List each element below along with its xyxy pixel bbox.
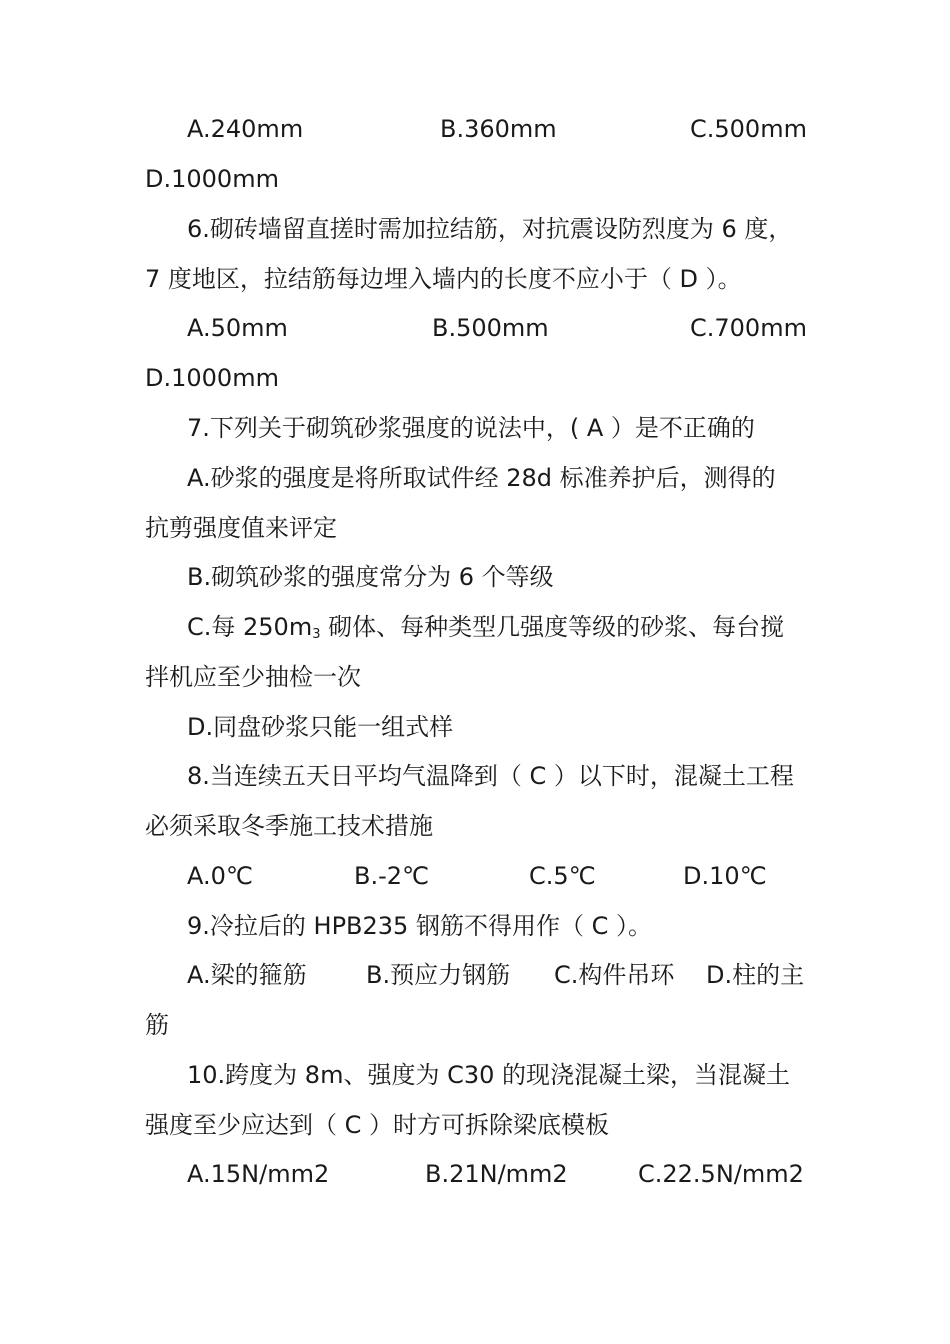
q9-option-d-wrap: 筋 <box>145 1011 169 1039</box>
q7-option-c-subscript: 3 <box>312 627 321 642</box>
q8-option-c: C.5℃ <box>529 862 596 890</box>
q10-option-b: B.21N/mm2 <box>425 1160 568 1188</box>
q7-option-d: D.同盘砂浆只能一组式样 <box>187 713 454 741</box>
q7-option-c-prefix: C.每 250m <box>187 613 313 641</box>
q5-option-a: A.240mm <box>187 115 304 143</box>
q6-stem-line2: 7 度地区，拉结筋每边埋入墙内的长度不应小于（ D ）。 <box>145 265 742 293</box>
q6-stem-line1: 6.砌砖墙留直搓时需加拉结筋，对抗震设防烈度为 6 度， <box>187 215 793 243</box>
q6-option-d: D.1000mm <box>145 364 279 392</box>
q8-options-row <box>187 851 810 901</box>
q5-options-row <box>187 104 810 154</box>
q9-option-b: B.预应力钢筋 <box>366 961 511 989</box>
q8-stem-line1: 8.当连续五天日平均气温降到（ C ）以下时，混凝土工程 <box>187 762 794 790</box>
q6-options-row <box>187 303 810 353</box>
q8-stem-line2: 必须采取冬季施工技术措施 <box>145 812 433 840</box>
q5-option-c: C.500mm <box>690 115 807 143</box>
q5-option-d: D.1000mm <box>145 165 279 193</box>
q7-option-b: B.砌筑砂浆的强度常分为 6 个等级 <box>187 563 554 591</box>
q10-option-c: C.22.5N/mm2 <box>638 1160 804 1188</box>
q7-option-c-line2: 拌机应至少抽检一次 <box>145 663 361 691</box>
q8-option-b: B.-2℃ <box>354 862 429 890</box>
q8-option-a: A.0℃ <box>187 862 253 890</box>
q10-stem-line1: 10.跨度为 8m、强度为 C30 的现浇混凝土梁，当混凝土 <box>187 1061 790 1089</box>
q9-option-c: C.构件吊环 <box>554 961 675 989</box>
q10-option-a: A.15N/mm2 <box>187 1160 330 1188</box>
q7-stem: 7.下列关于砌筑砂浆强度的说法中，( A ）是不正确的 <box>187 414 755 442</box>
q6-option-b: B.500mm <box>432 314 549 342</box>
q9-option-d: D.柱的主 <box>706 961 805 989</box>
q10-options-row <box>187 1149 810 1199</box>
q5-option-b: B.360mm <box>440 115 557 143</box>
q7-option-a-line2: 抗剪强度值来评定 <box>145 514 337 542</box>
q7-option-a-line1: A.砂浆的强度是将所取试件经 28d 标准养护后，测得的 <box>187 464 776 492</box>
q9-stem: 9.冷拉后的 HPB235 钢筋不得用作（ C ）。 <box>187 912 652 940</box>
q10-stem-line2: 强度至少应达到（ C ）时方可拆除梁底模板 <box>145 1111 610 1139</box>
q7-option-c-line1 <box>187 602 810 652</box>
q6-option-a: A.50mm <box>187 314 288 342</box>
q9-option-a: A.梁的箍筋 <box>187 961 307 989</box>
q8-option-d: D.10℃ <box>683 862 767 890</box>
q9-options-row <box>187 950 810 1000</box>
q6-option-c: C.700mm <box>690 314 807 342</box>
q7-option-c-rest: 砌体、每种类型几强度等级的砂浆、每台搅 <box>320 613 785 641</box>
